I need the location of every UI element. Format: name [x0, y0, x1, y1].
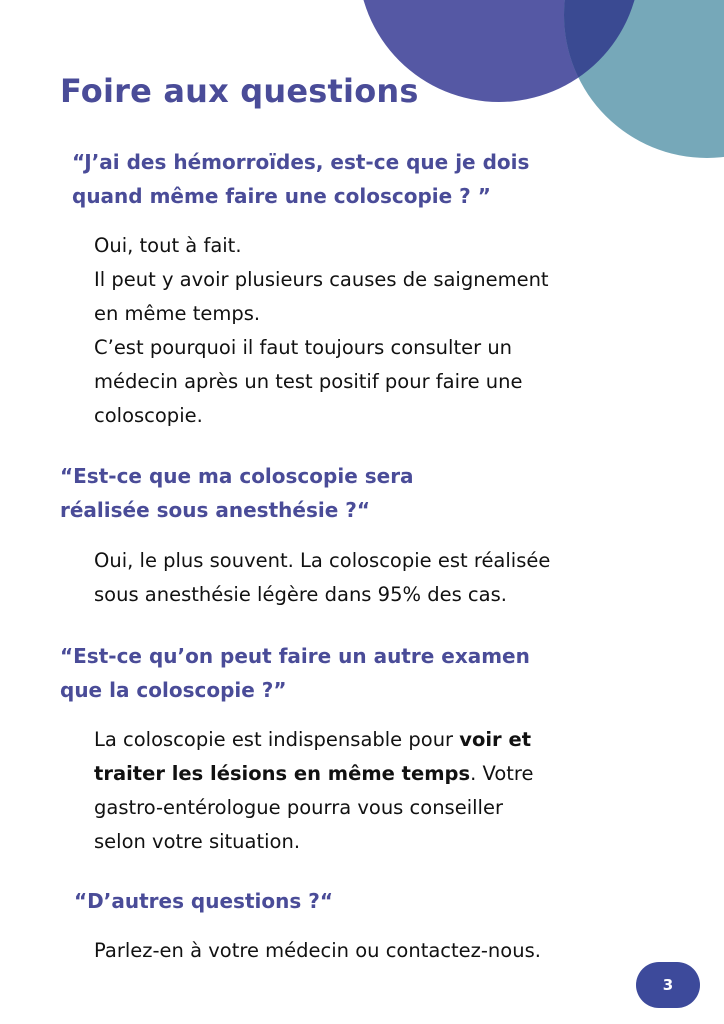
question-line: que la coloscopie ?” — [60, 678, 287, 702]
answer-line: Parlez-en à votre médecin ou contactez-nous. — [94, 939, 541, 962]
answer-line: Oui, tout à fait. — [94, 234, 242, 257]
faq-answer-more — [94, 934, 541, 968]
answer-line: C’est pourquoi il faut toujours consulter un — [94, 336, 513, 359]
answer-line: Oui, le plus souvent. La coloscopie est réalisée — [94, 549, 551, 572]
question-line: réalisée sous anesthésie ?“ — [60, 498, 370, 522]
faq-question-other-exam — [60, 639, 530, 707]
answer-line: médecin après un test positif pour faire une — [94, 370, 523, 393]
answer-emphasis: voir et — [459, 728, 532, 751]
answer-line: coloscopie. — [94, 404, 203, 427]
answer-line: sous anesthésie légère dans 95% des cas. — [94, 583, 507, 606]
answer-line — [94, 723, 534, 757]
answer-line: en même temps. — [94, 302, 261, 325]
faq-answer-anesthesia — [94, 544, 550, 612]
answer-line: Il peut y avoir plusieurs causes de saignement — [94, 268, 549, 291]
answer-text: . Votre — [470, 762, 534, 785]
decorative-circle-overlap — [564, 0, 724, 158]
question-line: “J’ai des hémorroïdes, est-ce que je dois — [72, 150, 530, 174]
faq-question-hemorrhoids — [72, 145, 529, 213]
answer-line: selon votre situation. — [94, 830, 301, 853]
question-line: quand même faire une coloscopie ? ” — [72, 184, 491, 208]
page-title: Foire aux questions — [60, 72, 419, 110]
question-line: “Est-ce que ma coloscopie sera — [60, 464, 414, 488]
answer-emphasis: traiter les lésions en même temps — [94, 762, 471, 785]
faq-question-anesthesia — [60, 459, 414, 527]
answer-text: La coloscopie est indispensable pour — [94, 728, 460, 751]
page-number-badge: 3 — [636, 962, 700, 1008]
question-line: “D’autres questions ?“ — [74, 889, 333, 913]
faq-answer-other-exam — [94, 723, 534, 859]
answer-line: gastro-entérologue pourra vous conseiller — [94, 796, 503, 819]
answer-line — [94, 757, 534, 791]
question-line: “Est-ce qu’on peut faire un autre examen — [60, 644, 530, 668]
faq-question-more — [74, 884, 333, 918]
faq-answer-hemorrhoids — [94, 229, 549, 433]
